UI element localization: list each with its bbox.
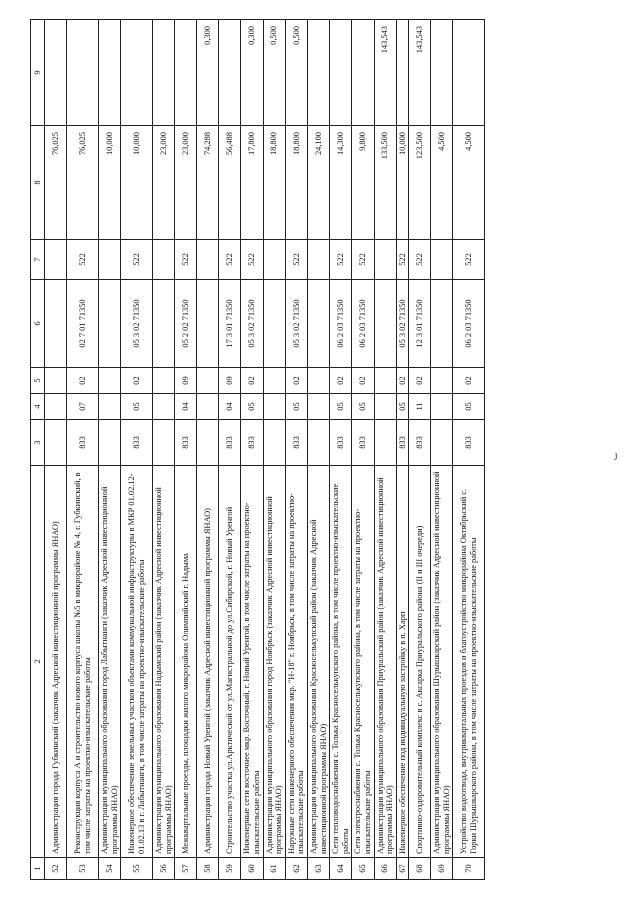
code-expense-type: 522	[352, 240, 374, 280]
code-section	[197, 394, 219, 420]
code-target: 06 2 03 71350	[453, 280, 485, 368]
table-row	[374, 20, 396, 880]
col-header: 9	[31, 20, 45, 126]
code-target: 05 2 02 71350	[175, 280, 197, 368]
code-subsection: 02	[285, 368, 307, 394]
row-name: Инженерное обеспечение под индивидуальную застройку в п. Харп	[396, 466, 409, 858]
amount-col9	[396, 20, 409, 126]
code-target: 06 2 03 71350	[352, 280, 374, 368]
table-body	[45, 20, 485, 880]
code-ministry	[197, 420, 219, 466]
code-target	[374, 280, 396, 368]
code-subsection	[374, 368, 396, 394]
col-header: 8	[31, 126, 45, 240]
amount-col8: 10,000	[99, 126, 121, 240]
row-name: Сети тепловодоснабжения с. Толька Красноселькупского района, в том числе проектно-изыскательские работы	[330, 466, 352, 858]
table-row	[330, 20, 352, 880]
code-section: 05	[241, 394, 263, 420]
code-expense-type: 522	[396, 240, 409, 280]
col-header: 5	[31, 368, 45, 394]
row-name: Сети электроснабжения с. Толька Красноселькупского района, в том числе затраты на проектно-изыскательские работы	[352, 466, 374, 858]
amount-col8: 24,100	[307, 126, 329, 240]
col-header: 2	[31, 466, 45, 858]
code-expense-type: 522	[241, 240, 263, 280]
row-number: 70	[453, 858, 485, 880]
code-ministry: 833	[219, 420, 241, 466]
amount-col8: 14,300	[330, 126, 352, 240]
code-section	[45, 394, 67, 420]
row-name: Администрация муниципального образования город Лабытнанги (заказчик Адресной инвестиционной программы ЯНАО)	[99, 466, 121, 858]
code-section	[153, 394, 175, 420]
code-target	[307, 280, 329, 368]
code-subsection: 09	[219, 368, 241, 394]
code-target	[197, 280, 219, 368]
code-section: 05	[352, 394, 374, 420]
amount-col8: 17,800	[241, 126, 263, 240]
amount-col9: 143,543	[409, 20, 431, 126]
code-target: 12 3 01 71350	[409, 280, 431, 368]
code-ministry: 833	[241, 420, 263, 466]
code-expense-type: 522	[409, 240, 431, 280]
code-subsection	[263, 368, 285, 394]
row-number: 62	[285, 858, 307, 880]
code-expense-type	[99, 240, 121, 280]
code-ministry	[307, 420, 329, 466]
code-subsection: 02	[67, 368, 99, 394]
row-name: Администрация муниципального образования Приуральский район (заказчик Адресной инвестиционной программы ЯНАО)	[374, 466, 396, 858]
amount-col9	[45, 20, 67, 126]
table-row	[121, 20, 153, 880]
code-expense-type	[197, 240, 219, 280]
code-section: 04	[219, 394, 241, 420]
amount-col9: 143,543	[374, 20, 396, 126]
amount-col9: 0,500	[263, 20, 285, 126]
code-section: 11	[409, 394, 431, 420]
code-section: 05	[453, 394, 485, 420]
code-subsection: 02	[330, 368, 352, 394]
amount-col9: 0,300	[241, 20, 263, 126]
row-number: 61	[263, 858, 285, 880]
table-row	[453, 20, 485, 880]
code-ministry	[99, 420, 121, 466]
amount-col9	[99, 20, 121, 126]
code-expense-type	[45, 240, 67, 280]
amount-col9	[67, 20, 99, 126]
amount-col8: 76,025	[67, 126, 99, 240]
amount-col8: 133,500	[374, 126, 396, 240]
amount-col8: 74,288	[197, 126, 219, 240]
table-row	[153, 20, 175, 880]
code-target	[431, 280, 453, 368]
code-target: 06 2 03 71350	[330, 280, 352, 368]
code-expense-type: 522	[175, 240, 197, 280]
row-number: 58	[197, 858, 219, 880]
table-row	[197, 20, 219, 880]
table-row	[45, 20, 67, 880]
row-number: 55	[121, 858, 153, 880]
row-name: Инженерные сети восточнее мкр. Восточный, г. Новый Уренгой, в том числе затраты на проектно-изыскательские работы	[241, 466, 263, 858]
row-name: Администрация муниципального образования город Ноябрьск (заказчик Адресной инвестиционной программы ЯНАО)	[263, 466, 285, 858]
code-section	[374, 394, 396, 420]
table-row	[307, 20, 329, 880]
code-subsection: 02	[396, 368, 409, 394]
col-header: 6	[31, 280, 45, 368]
row-name: Спортивно-оздоровительный комплекс в с. Аксарка Приуральского района (II и III очереди)	[409, 466, 431, 858]
amount-col8: 23,000	[175, 126, 197, 240]
row-number: 66	[374, 858, 396, 880]
col-header: 4	[31, 394, 45, 420]
code-target: 17 3 01 71350	[219, 280, 241, 368]
row-number: 69	[431, 858, 453, 880]
code-subsection	[99, 368, 121, 394]
code-section	[431, 394, 453, 420]
row-number: 67	[396, 858, 409, 880]
table-row	[396, 20, 409, 880]
code-target: 05 3 02 71350	[396, 280, 409, 368]
col-header: 3	[31, 420, 45, 466]
amount-col9: 0,500	[285, 20, 307, 126]
row-name: Администрация муниципального образования Красноселькупский район (заказчик Адресной инвестиционной программы ЯНАО)	[307, 466, 329, 858]
code-subsection	[307, 368, 329, 394]
code-target: 02 7 01 71350	[67, 280, 99, 368]
amount-col8: 18,800	[285, 126, 307, 240]
code-target	[153, 280, 175, 368]
code-expense-type: 522	[453, 240, 485, 280]
row-name: Администрация муниципального образования Шурышкарский район (заказчик Адресной инвестиционной программы ЯНАО)	[431, 466, 453, 858]
amount-col9	[175, 20, 197, 126]
code-section	[263, 394, 285, 420]
code-expense-type: 522	[330, 240, 352, 280]
code-ministry	[153, 420, 175, 466]
code-subsection: 09	[175, 368, 197, 394]
code-subsection: 02	[453, 368, 485, 394]
table-row	[263, 20, 285, 880]
table-row	[241, 20, 263, 880]
header-row	[31, 20, 45, 880]
col-header: 7	[31, 240, 45, 280]
code-section	[307, 394, 329, 420]
table-row	[99, 20, 121, 880]
amount-col8: 4,500	[431, 126, 453, 240]
code-expense-type	[307, 240, 329, 280]
code-subsection	[45, 368, 67, 394]
amount-col8: 23,000	[153, 126, 175, 240]
row-name: Администрация города Губкинский (заказчик Адресной инвестиционной программы ЯНАО)	[45, 466, 67, 858]
code-expense-type	[153, 240, 175, 280]
row-number: 57	[175, 858, 197, 880]
code-target	[99, 280, 121, 368]
page-mark: J	[614, 452, 618, 462]
code-ministry: 833	[453, 420, 485, 466]
row-number: 59	[219, 858, 241, 880]
code-section	[99, 394, 121, 420]
code-ministry	[431, 420, 453, 466]
amount-col9	[153, 20, 175, 126]
row-name: Наружные сети инженерного обеспечения мкр. "Н-18" г. Ноябрьск, в том числе затраты на проектно-изыскательские работы	[285, 466, 307, 858]
amount-col9	[352, 20, 374, 126]
amount-col9: 0,300	[197, 20, 219, 126]
code-expense-type: 522	[285, 240, 307, 280]
row-name: Межквартальные проезды, площадки жилого микрорайона Олимпийский г. Надыма	[175, 466, 197, 858]
code-section: 05	[330, 394, 352, 420]
table-row	[431, 20, 453, 880]
amount-col8: 9,800	[352, 126, 374, 240]
amount-col9	[453, 20, 485, 126]
row-number: 56	[153, 858, 175, 880]
row-name: Устройство водоотвода, внутриквартальных проездов и благоустройство микрорайона Октябрьский с. Горки Шурышкарского района, в том числе затраты на проектно-изыскательские работы	[453, 466, 485, 858]
rotated-table-wrapper	[30, 20, 610, 880]
amount-col8: 56,488	[219, 126, 241, 240]
amount-col8: 10,000	[121, 126, 153, 240]
row-name: Администрация города Новый Уренгой (заказчик Адресной инвестиционной программы ЯНАО)	[197, 466, 219, 858]
code-ministry: 833	[175, 420, 197, 466]
code-target	[45, 280, 67, 368]
amount-col9	[219, 20, 241, 126]
code-expense-type: 522	[121, 240, 153, 280]
code-subsection: 02	[121, 368, 153, 394]
code-subsection: 02	[241, 368, 263, 394]
code-section: 05	[285, 394, 307, 420]
table-row	[285, 20, 307, 880]
code-section: 04	[175, 394, 197, 420]
code-target: 05 3 02 71350	[121, 280, 153, 368]
amount-col9	[330, 20, 352, 126]
code-target	[263, 280, 285, 368]
amount-col8: 4,500	[453, 126, 485, 240]
code-expense-type	[431, 240, 453, 280]
code-subsection	[197, 368, 219, 394]
amount-col9	[121, 20, 153, 126]
code-ministry	[263, 420, 285, 466]
row-number: 68	[409, 858, 431, 880]
code-ministry: 833	[409, 420, 431, 466]
row-number: 52	[45, 858, 67, 880]
code-ministry	[45, 420, 67, 466]
code-expense-type	[263, 240, 285, 280]
code-subsection	[431, 368, 453, 394]
amount-col8: 10,000	[396, 126, 409, 240]
code-ministry: 833	[121, 420, 153, 466]
code-ministry: 833	[396, 420, 409, 466]
table-row	[67, 20, 99, 880]
table-row	[219, 20, 241, 880]
table-row	[352, 20, 374, 880]
row-name: Реконструкция корпуса А и строительство нового корпуса школы №5 в микрорайоне № 4, г. Губкинский, в том числе затраты на проектно-изыскательские работы	[67, 466, 99, 858]
code-subsection: 02	[352, 368, 374, 394]
code-ministry	[374, 420, 396, 466]
row-name: Администрация муниципального образования Надымский район (заказчик Адресной инвестиционной программы ЯНАО)	[153, 466, 175, 858]
table-row	[175, 20, 197, 880]
amount-col9	[307, 20, 329, 126]
amount-col9	[431, 20, 453, 126]
row-number: 54	[99, 858, 121, 880]
code-expense-type: 522	[219, 240, 241, 280]
code-expense-type	[374, 240, 396, 280]
code-subsection	[153, 368, 175, 394]
row-name: Строительство участка ул.Арктической от ул.Магистральной до ул.Сибирской, г. Новый Уренгой	[219, 466, 241, 858]
col-header: 1	[31, 858, 45, 880]
code-ministry: 833	[352, 420, 374, 466]
code-section: 05	[121, 394, 153, 420]
table-row	[409, 20, 431, 880]
code-target: 05 3 02 71350	[285, 280, 307, 368]
code-section: 05	[396, 394, 409, 420]
code-expense-type: 522	[67, 240, 99, 280]
code-ministry: 833	[67, 420, 99, 466]
code-ministry: 833	[285, 420, 307, 466]
code-section: 07	[67, 394, 99, 420]
row-number: 53	[67, 858, 99, 880]
code-subsection: 02	[409, 368, 431, 394]
budget-table	[30, 19, 485, 880]
row-number: 63	[307, 858, 329, 880]
amount-col8: 18,800	[263, 126, 285, 240]
amount-col8: 123,500	[409, 126, 431, 240]
row-number: 64	[330, 858, 352, 880]
row-number: 60	[241, 858, 263, 880]
code-ministry: 833	[330, 420, 352, 466]
code-target: 05 3 02 71350	[241, 280, 263, 368]
row-number: 65	[352, 858, 374, 880]
amount-col8: 76,025	[45, 126, 67, 240]
row-name: Инженерное обеспечение земельных участков объектами коммунальной инфраструктуры в МКР 01.02.12-01.02.13 в г. Лабытнанги, в том числе затраты на проектно-изыскательские работы	[121, 466, 153, 858]
